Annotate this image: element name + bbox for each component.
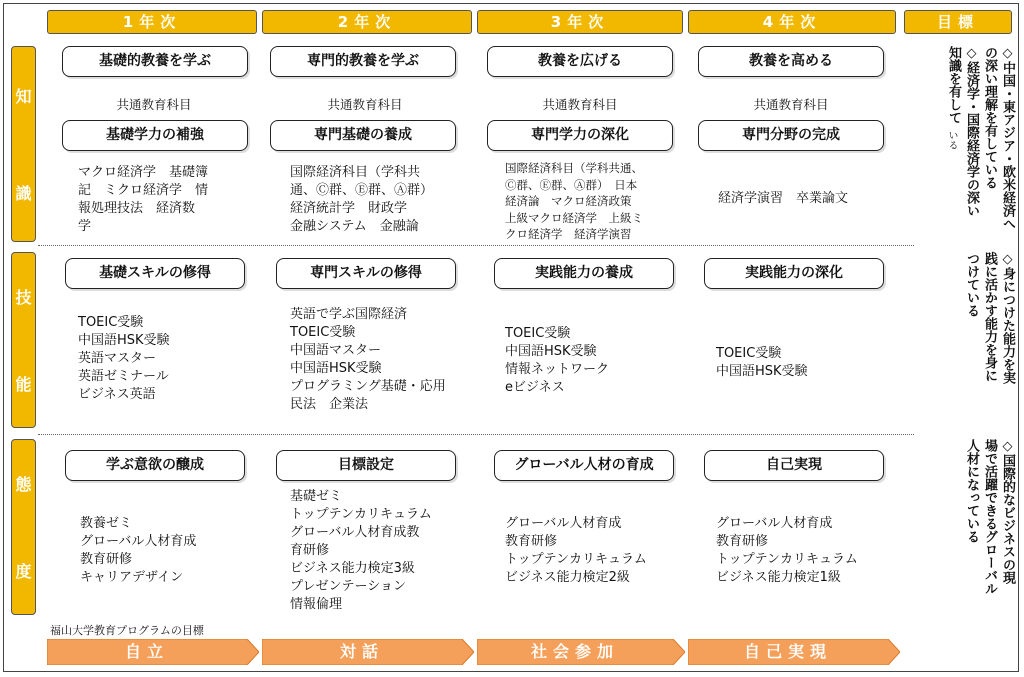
knowledge-subtitle-year4: 専門分野の完成: [698, 120, 884, 151]
skill-courses-year3: TOEIC受験 中国語HSK受験 情報ネットワーク eビジネス: [505, 326, 610, 395]
knowledge-courses-year4: 経済学演習 卒業論文: [718, 191, 849, 206]
attitude-courses-year4: グローバル人材育成 教育研修 トップテンカリキュラム ビジネス能力検定1級: [716, 516, 858, 585]
knowledge-title-year2: 専門的教養を学ぶ: [270, 46, 456, 77]
goal-skill: ◇身につけた能力を実 践に活かす能力を身に つけている: [964, 252, 1015, 384]
knowledge-subtitle-year1: 基礎学力の補強: [62, 120, 248, 151]
program-caption: 福山大学教育プログラムの目標: [50, 624, 204, 637]
attitude-courses-year3: グローバル人材育成 教育研修 トップテンカリキュラム ビジネス能力検定2級: [505, 516, 647, 585]
row-label-attitude: 態 度: [11, 439, 36, 615]
skill-courses-year1: TOEIC受験 中国語HSK受験 英語マスター 英語ゼミナール ビジネス英語: [78, 315, 170, 402]
attitude-courses-year1: 教養ゼミ グローバル人材育成 教育研修 キャリアデザイン: [80, 516, 197, 585]
skill-title-year1: 基礎スキルの修得: [65, 258, 245, 289]
attitude-courses-year2: 基礎ゼミ トップテンカリキュラム グローバル人材育成教 育研修 ビジネス能力検定3級 プレゼンテーション 情報倫理: [290, 489, 432, 612]
attitude-title-year3: グローバル人材の育成: [494, 450, 674, 481]
attitude-title-year4: 自己実現: [704, 450, 884, 481]
knowledge-subtitle-year2: 専門基礎の養成: [270, 120, 456, 151]
row-label-knowledge: 知 識: [11, 46, 36, 242]
common-courses-year2: 共通教育科目: [327, 97, 403, 112]
attitude-title-year1: 学ぶ意欲の醸成: [65, 450, 245, 481]
attitude-title-year2: 目標設定: [276, 450, 456, 481]
skill-title-year4: 実践能力の深化: [704, 258, 884, 289]
stage-arrow-1: 自立: [47, 639, 259, 665]
knowledge-title-year4: 教養を高める: [698, 46, 884, 77]
year-header-1: 1年次: [47, 10, 257, 34]
goal-knowledge: ◇中国・東アジア・欧米経済へ の深い理解を有している ◇経済学・国際経済学の深い 知識を有して いる: [946, 46, 1015, 230]
skill-title-year2: 専門スキルの修得: [276, 258, 456, 289]
goal-header: 目標: [904, 10, 1012, 34]
stage-arrow-3: 社会参加: [477, 639, 685, 665]
skill-title-year3: 実践能力の養成: [494, 258, 674, 289]
year-header-3: 3年次: [477, 10, 683, 34]
knowledge-courses-year2: 国際経済科目（学科共 通、Ⓒ群、Ⓔ群、Ⓐ群） 経済統計学 財政学 金融システム 金融論: [290, 165, 434, 234]
common-courses-year1: 共通教育科目: [116, 97, 192, 112]
knowledge-title-year1: 基礎的教養を学ぶ: [62, 46, 248, 77]
row-separator: [38, 245, 914, 246]
row-label-skill: 技 能: [11, 252, 36, 428]
knowledge-subtitle-year3: 専門学力の深化: [487, 120, 673, 151]
knowledge-courses-year1: マクロ経済学 基礎簿 記 ミクロ経済学 情 報処理技法 経済数 学: [78, 165, 209, 234]
knowledge-courses-year3: 国際経済科目（学科共通、 Ⓒ群、Ⓔ群、Ⓐ群） 日本 経済論 マクロ経済政策 上級マクロ経済学 上級ミ クロ経済学 経済学演習: [505, 161, 643, 241]
stage-arrow-4: 自己実現: [688, 639, 900, 665]
skill-courses-year2: 英語で学ぶ国際経済 TOEIC受験 中国語マスター 中国語HSK受験 プログラミング基礎・応用 民法 企業法: [290, 307, 446, 412]
knowledge-title-year3: 教養を広げる: [487, 46, 673, 77]
stage-arrow-2: 対話: [262, 639, 474, 665]
common-courses-year3: 共通教育科目: [542, 97, 618, 112]
year-header-2: 2年次: [262, 10, 472, 34]
row-separator: [38, 434, 914, 435]
common-courses-year4: 共通教育科目: [753, 97, 829, 112]
year-header-4: 4年次: [688, 10, 896, 34]
skill-courses-year4: TOEIC受験 中国語HSK受験: [716, 346, 808, 379]
goal-attitude: ◇国際的なビジネスの現 場で活躍できるグローバル 人材になっている: [964, 439, 1015, 595]
